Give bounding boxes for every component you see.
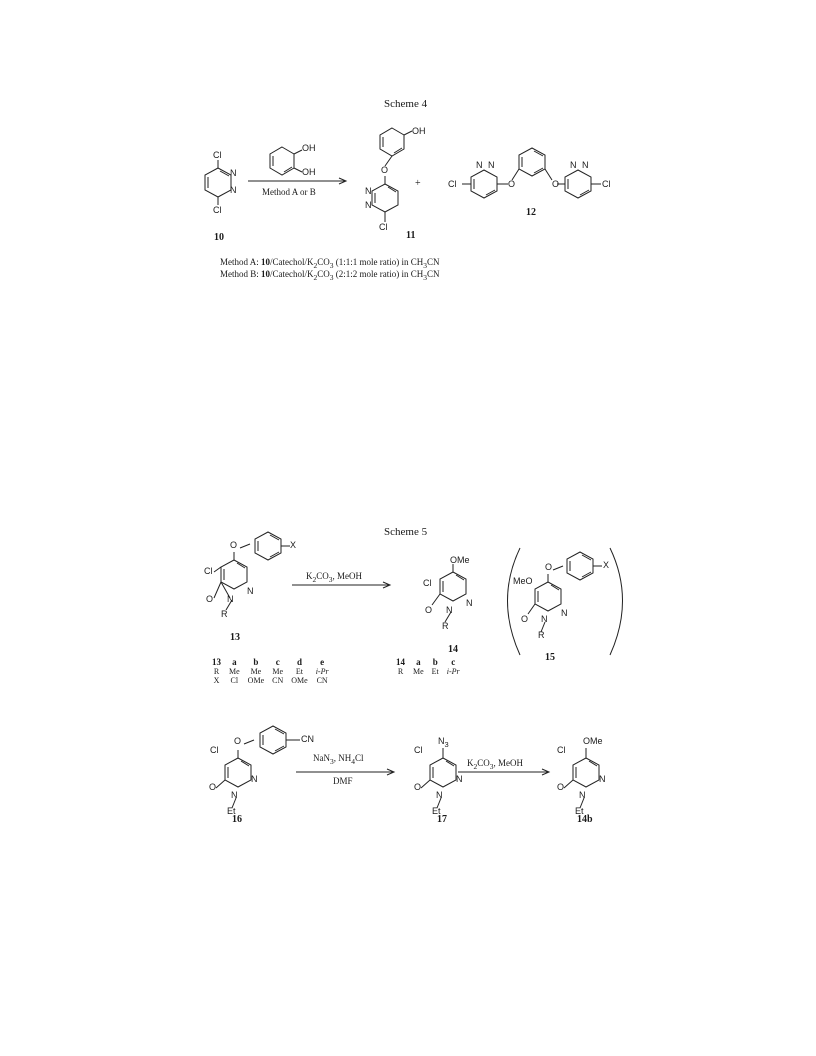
- atom-label: N: [579, 790, 586, 800]
- atom-label: O: [508, 179, 516, 189]
- atom-label: O: [381, 165, 389, 175]
- table-cell: X: [213, 676, 220, 685]
- compound-10-structure: [205, 160, 231, 205]
- table-cell: Me: [413, 667, 424, 676]
- plus-sign: +: [415, 178, 421, 189]
- compound-label-14b: 14b: [577, 814, 593, 825]
- compound-label-10: 10: [214, 232, 224, 243]
- compound-label-17: 17: [437, 814, 447, 825]
- compound-label-12: 12: [526, 207, 536, 218]
- atom-label: N: [365, 186, 372, 196]
- table-cell: R: [397, 667, 404, 676]
- atom-label: R: [442, 621, 449, 631]
- atom-label: N: [582, 160, 589, 170]
- table-cell: a: [416, 657, 421, 667]
- atom-label: N: [436, 790, 443, 800]
- atom-label: N: [599, 774, 606, 784]
- atom-label: N: [231, 790, 238, 800]
- atom-label: N: [365, 200, 372, 210]
- atom-label: Cl: [213, 150, 222, 160]
- compound-13-structure: [214, 532, 290, 610]
- atom-label: N: [446, 605, 453, 615]
- method-a-note: Method A: $10/Catechol/K_2CO_3$ (1:1:1 mole ratio) in $CH_3CN$: [220, 257, 440, 270]
- atom-label: N: [230, 168, 237, 178]
- scheme-4-title: Scheme 4: [384, 98, 428, 110]
- compound-label-14: 14: [448, 644, 458, 655]
- atom-label: X: [603, 560, 610, 570]
- atom-label: N: [247, 586, 254, 596]
- atom-label: O: [209, 782, 217, 792]
- atom-label: OH: [412, 126, 426, 136]
- table-cell: OMe: [247, 676, 265, 685]
- atom-label: OMe: [583, 736, 603, 746]
- atom-label: Cl: [557, 745, 566, 755]
- atom-label: Et: [432, 806, 441, 816]
- table-cell: OMe: [291, 676, 308, 685]
- atom-label: O: [206, 594, 214, 604]
- compound-label-13: 13: [230, 632, 240, 643]
- compound-label-16: 16: [232, 814, 242, 825]
- atom-label: Cl: [423, 578, 432, 588]
- table-14-substituents: [392, 657, 464, 676]
- atom-label: Cl: [448, 179, 457, 189]
- atom-label: MeO: [513, 576, 533, 586]
- atom-label: N: [561, 608, 568, 618]
- table-cell: 13: [212, 657, 221, 667]
- atom-label: R: [538, 630, 545, 640]
- table-cell: Et: [295, 667, 304, 676]
- atom-label: N: [541, 614, 548, 624]
- atom-label: Cl: [210, 745, 219, 755]
- table-cell: Cl: [230, 676, 239, 685]
- table-cell: b: [253, 657, 259, 667]
- table-cell: b: [432, 657, 438, 667]
- table-cell: Et: [431, 667, 439, 676]
- atom-label: O: [552, 179, 560, 189]
- compound-16-structure: [216, 726, 300, 808]
- table-cell: Me: [229, 667, 240, 676]
- reagent-nan3-nh4cl: NaN$_3$, $NH_4Cl$: [313, 753, 364, 766]
- atom-label: N: [476, 160, 483, 170]
- atom-label: O: [521, 614, 529, 624]
- table-cell: Me: [250, 667, 262, 676]
- compound-label-15: 15: [545, 652, 555, 663]
- atom-label: N: [456, 774, 463, 784]
- reaction-condition: Method A or B: [262, 187, 316, 197]
- catechol-structure: [270, 147, 302, 175]
- reagent-dmf: DMF: [333, 776, 353, 786]
- compound-12-structure: [462, 148, 601, 198]
- atom-label: OH: [302, 167, 316, 177]
- table-cell: e: [320, 657, 325, 667]
- atom-label: Cl: [379, 222, 388, 232]
- atom-label: $N_3$: [438, 736, 449, 749]
- atom-label: CN: [301, 734, 314, 744]
- table-cell: c: [451, 657, 456, 667]
- atom-label: Et: [575, 806, 584, 816]
- atom-label: Cl: [414, 745, 423, 755]
- atom-label: Cl: [213, 205, 222, 215]
- table-cell: i-Pr: [446, 667, 460, 676]
- atom-label: Cl: [204, 566, 213, 576]
- table-cell: a: [232, 657, 237, 667]
- table-cell: i-Pr: [315, 667, 329, 676]
- atom-label: O: [557, 782, 565, 792]
- atom-label: N: [466, 598, 473, 608]
- atom-label: X: [290, 540, 297, 550]
- table-cell: Me: [272, 667, 284, 676]
- scheme-5-title: Scheme 5: [384, 526, 428, 538]
- compound-11-structure: [372, 128, 412, 222]
- atom-label: OH: [302, 143, 316, 153]
- atom-label: OMe: [450, 555, 470, 565]
- compound-15-structure: [528, 552, 602, 632]
- table-13-substituents: [208, 657, 333, 685]
- atom-label: O: [425, 605, 433, 615]
- atom-label: O: [234, 736, 242, 746]
- atom-label: O: [414, 782, 422, 792]
- table-cell: c: [275, 657, 280, 667]
- atom-label: O: [545, 562, 553, 572]
- compound-label-11: 11: [406, 230, 416, 241]
- table-cell: CN: [316, 676, 328, 685]
- table-cell: 14: [396, 657, 405, 667]
- atom-label: N: [488, 160, 495, 170]
- atom-label: N: [570, 160, 577, 170]
- reagent-k2co3-meoh: $K_2CO_3$, MeOH: [306, 571, 363, 584]
- reagent-k2co3-meoh-2: $K_2CO_3$, MeOH: [467, 758, 524, 771]
- atom-label: Et: [227, 806, 236, 816]
- table-cell: CN: [272, 676, 284, 685]
- method-b-note: Method B: $10/Catechol/K_2CO_3$ (2:1:2 mole ratio) in $CH_3CN$: [220, 269, 440, 282]
- atom-label: R: [221, 609, 228, 619]
- atom-label: N: [227, 594, 234, 604]
- atom-label: Cl: [602, 179, 611, 189]
- atom-label: N: [230, 185, 237, 195]
- atom-label: N: [251, 774, 258, 784]
- atom-label: O: [230, 540, 238, 550]
- table-cell: R: [213, 667, 220, 676]
- table-cell: d: [296, 657, 302, 667]
